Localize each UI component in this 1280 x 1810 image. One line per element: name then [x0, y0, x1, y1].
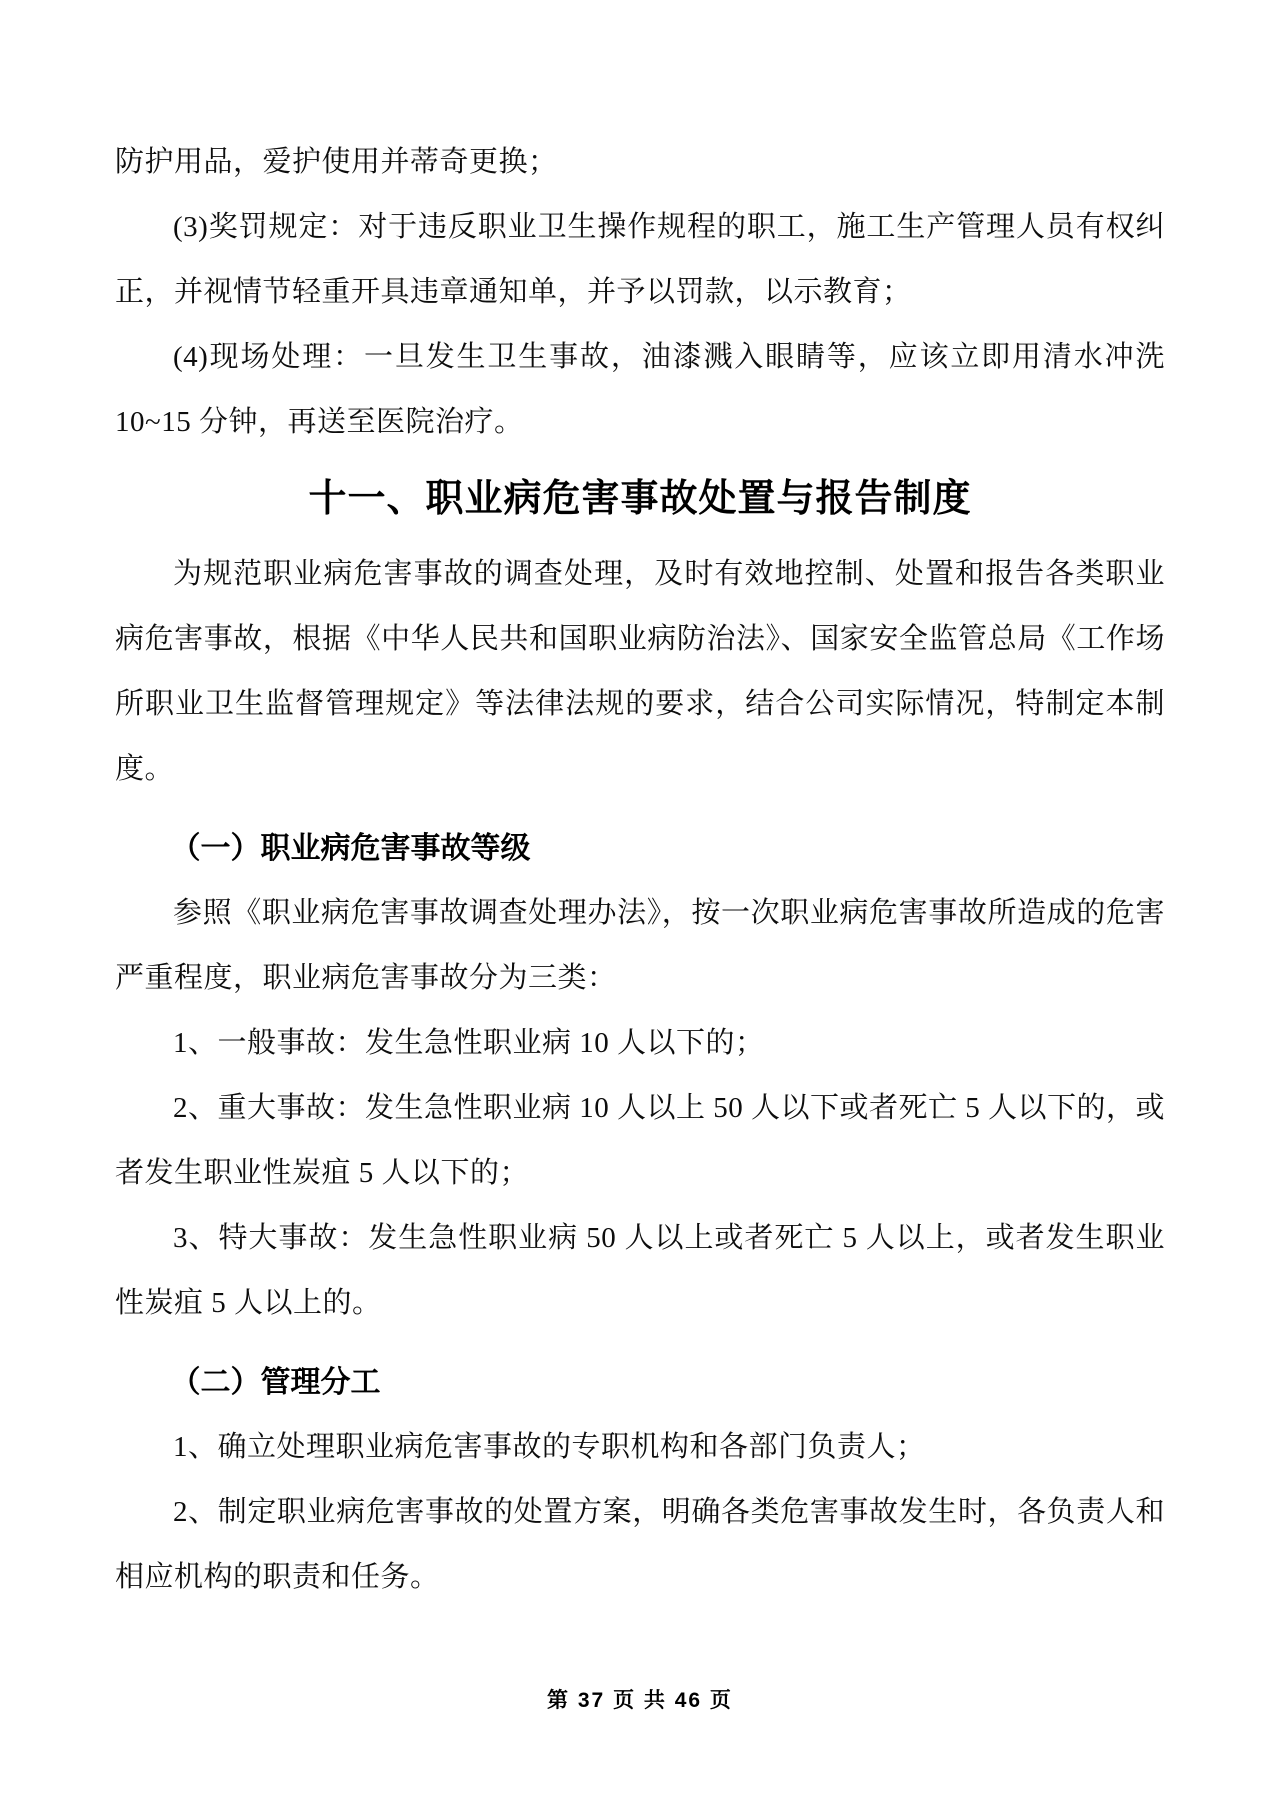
list-item-extreme-accident: 3、特大事故：发生急性职业病 50 人以上或者死亡 5 人以上，或者发生职业性炭疽 5 人以上的。 — [115, 1222, 1165, 1319]
list-item-disposal-plan: 2、制定职业病危害事故的处置方案，明确各类危害事故发生时，各负责人和相应机构的职责和任务。 — [115, 1496, 1165, 1593]
list-item-major-accident: 2、重大事故：发生急性职业病 10 人以上 50 人以下或者死亡 5 人以下的，或者发生职业性炭疽 5 人以下的； — [115, 1092, 1166, 1189]
list-item-general-accident: 1、一般事故：发生急性职业病 10 人以下的； — [173, 1027, 765, 1059]
chapter-title: 十一、职业病危害事故处置与报告制度 — [308, 478, 972, 520]
paragraph-continuation: 防护用品，爱护使用并蒂奇更换； — [115, 146, 558, 178]
page-number-footer: 第 37 页 共 46 页 — [547, 1689, 733, 1712]
section-title-management-division: （二）管理分工 — [170, 1366, 381, 1399]
paragraph-site-handling: (4)现场处理：一旦发生卫生事故，油漆溅入眼睛等，应该立即用清水冲洗 10~15 分钟，再送至医院治疗。 — [115, 341, 1165, 438]
paragraph-accident-grades-intro: 参照《职业病危害事故调查处理办法》，按一次职业病危害事故所造成的危害严重程度，职业病危害事故分为三类： — [115, 897, 1165, 994]
section-title-accident-grades: （一）职业病危害事故等级 — [170, 832, 531, 865]
paragraph-reward-rules: (3)奖罚规定：对于违反职业卫生操作规程的职工，施工生产管理人员有权纠正，并视情节轻重开具违章通知单，并予以罚款，以示教育； — [115, 211, 1165, 308]
paragraph-intro: 为规范职业病危害事故的调查处理，及时有效地控制、处置和报告各类职业病危害事故，根据《中华人民共和国职业病防治法》、国家安全监管总局《工作场所职业卫生监督管理规定》等法律法规的要求，结合公司实际情况，特制定本制度。 — [115, 558, 1165, 785]
list-item-establish-organization: 1、确立处理职业病危害事故的专职机构和各部门负责人； — [173, 1431, 926, 1463]
